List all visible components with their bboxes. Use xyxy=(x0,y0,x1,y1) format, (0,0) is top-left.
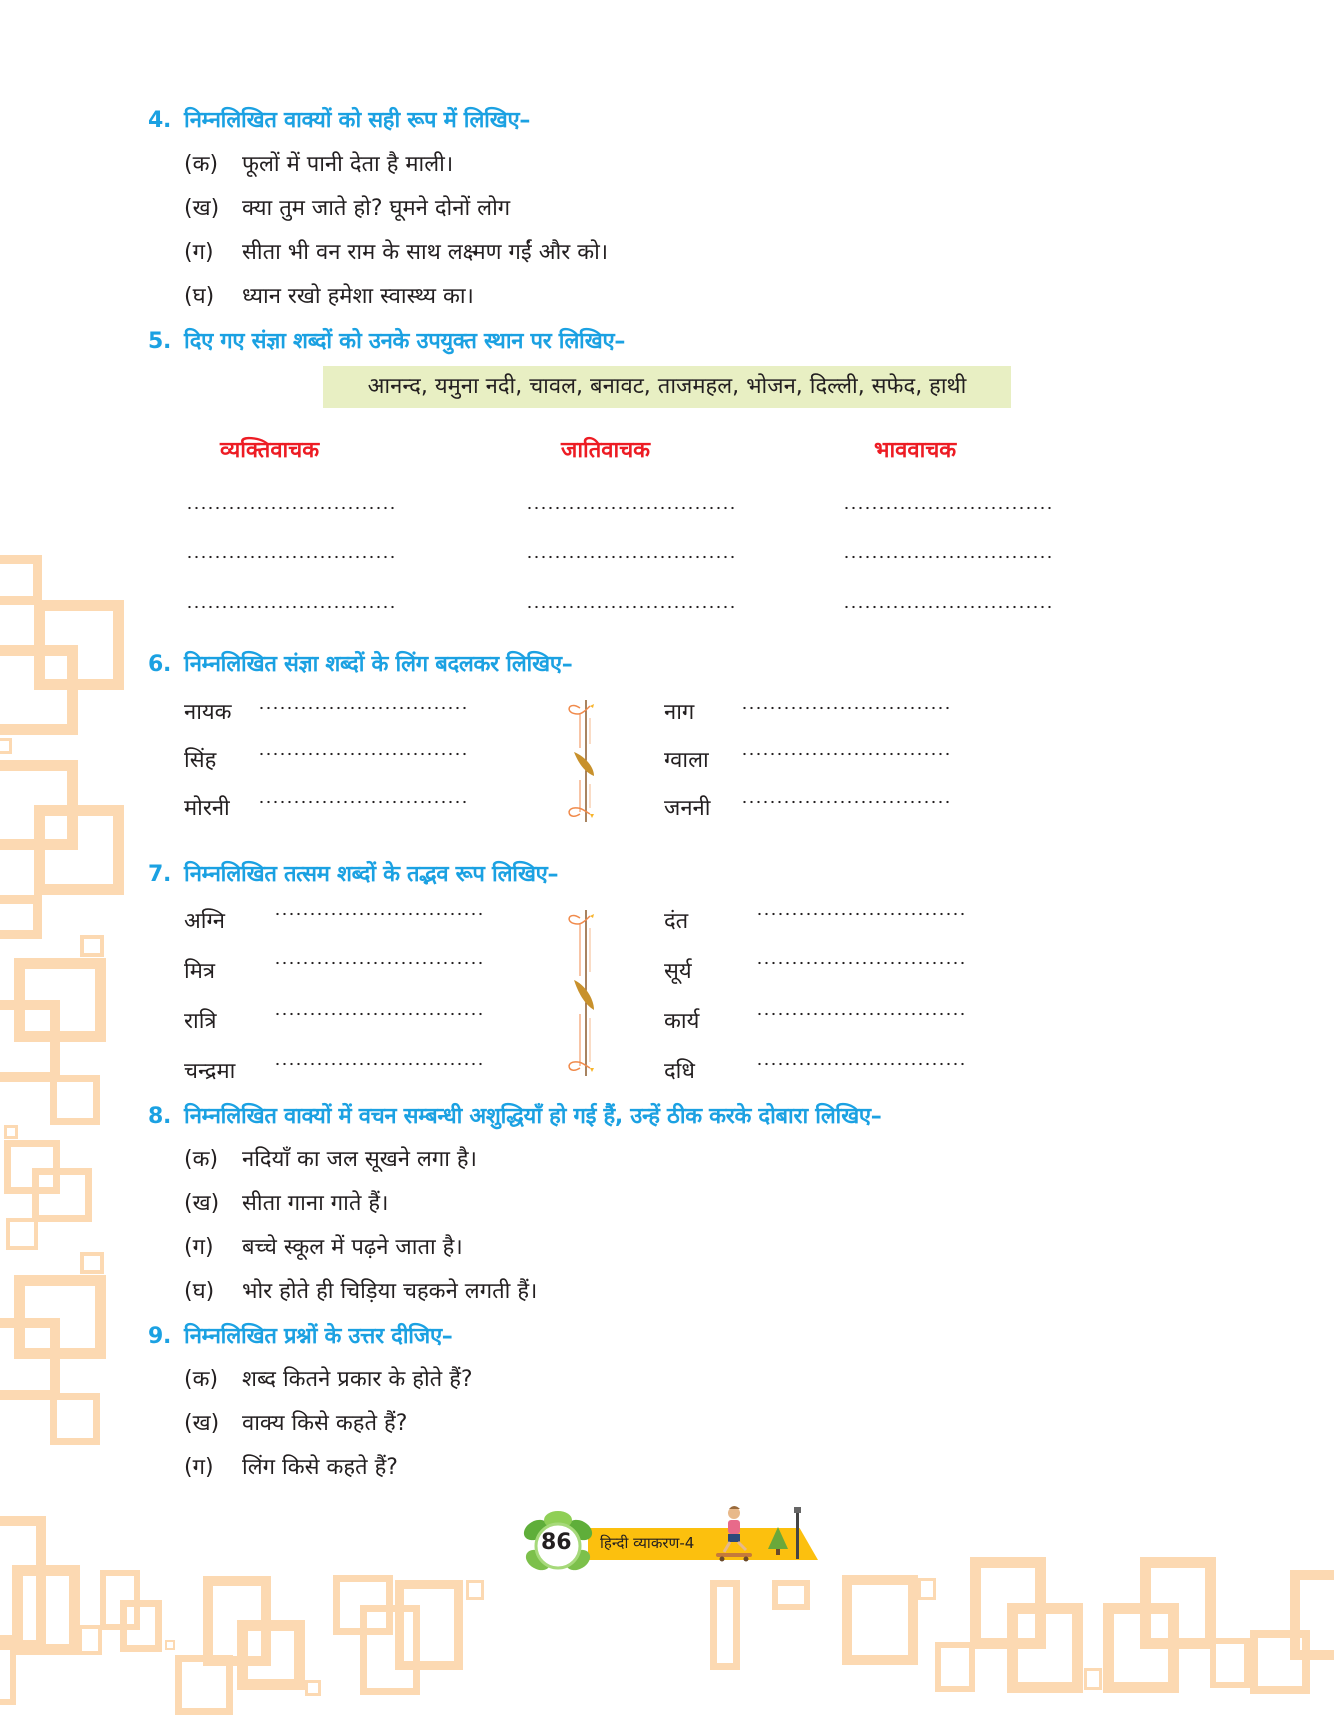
answer-blank[interactable] xyxy=(274,961,482,965)
word-right: जननी xyxy=(664,796,711,821)
question-number: 8. xyxy=(148,1104,172,1129)
question-number: 4. xyxy=(148,108,172,133)
answer-blank[interactable] xyxy=(843,506,1051,510)
answer-blank[interactable] xyxy=(741,800,949,804)
item-label: (ख) xyxy=(184,196,220,221)
question-title: निम्नलिखित वाक्यों में वचन सम्बन्धी अशुद्धियाँ हो गई हैं, उन्हें ठीक करके दोबारा लिखिए– xyxy=(184,1104,882,1129)
item-text: भोर होते ही चिड़िया चहकने लगती हैं। xyxy=(242,1279,538,1304)
question-7-heading xyxy=(148,858,558,888)
answer-blank[interactable] xyxy=(756,961,964,965)
ornamental-divider-icon xyxy=(560,700,600,822)
list-item xyxy=(184,1187,388,1217)
question-9-heading xyxy=(148,1320,453,1350)
item-text: फूलों में पानी देता है माली। xyxy=(242,152,454,177)
word-right: दंत xyxy=(664,909,689,934)
item-text: शब्द कितने प्रकार के होते हैं? xyxy=(242,1367,473,1392)
question-5-heading xyxy=(148,325,625,355)
item-text: नदियाँ का जल सूखने लगा है। xyxy=(242,1147,477,1172)
answer-blank[interactable] xyxy=(526,605,734,609)
item-text: क्या तुम जाते हो? घूमने दोनों लोग xyxy=(242,196,511,221)
answer-blank[interactable] xyxy=(756,1012,964,1016)
word-left: चन्द्रमा xyxy=(184,1059,236,1084)
list-item xyxy=(184,1363,473,1393)
answer-blank[interactable] xyxy=(756,1062,964,1066)
item-label: (ग) xyxy=(184,240,214,265)
word-right: कार्य xyxy=(664,1009,700,1034)
question-title: निम्नलिखित प्रश्नों के उत्तर दीजिए– xyxy=(184,1324,453,1349)
item-text: लिंग किसे कहते हैं? xyxy=(242,1455,398,1480)
question-title: निम्नलिखित संज्ञा शब्दों के लिंग बदलकर लिखिए– xyxy=(184,652,573,677)
question-8-heading xyxy=(148,1100,882,1130)
answer-blank[interactable] xyxy=(274,912,482,916)
item-label: (घ) xyxy=(184,284,215,309)
word-right: सूर्य xyxy=(664,959,692,984)
list-item xyxy=(184,236,608,266)
question-4-heading xyxy=(148,104,530,134)
list-item xyxy=(184,192,510,222)
list-item xyxy=(184,1451,398,1481)
item-label: (क) xyxy=(184,152,219,177)
word-left: सिंह xyxy=(184,748,217,773)
question-title: निम्नलिखित वाक्यों को सही रूप में लिखिए– xyxy=(184,108,531,133)
list-item xyxy=(184,1275,537,1305)
answer-blank[interactable] xyxy=(843,555,1051,559)
answer-blank[interactable] xyxy=(274,1012,482,1016)
item-text: ध्यान रखो हमेशा स्वास्थ्य का। xyxy=(242,284,474,309)
item-text: वाक्य किसे कहते हैं? xyxy=(242,1411,408,1436)
page-number: 86 xyxy=(541,1530,572,1555)
item-text: सीता भी वन राम के साथ लक्ष्मण गईं और को। xyxy=(242,240,609,265)
answer-blank[interactable] xyxy=(274,1062,482,1066)
book-title: हिन्दी व्याकरण-4 xyxy=(600,1534,695,1552)
list-item xyxy=(184,280,474,310)
answer-blank[interactable] xyxy=(526,506,734,510)
question-title: निम्नलिखित तत्सम शब्दों के तद्भव रूप लिखिए– xyxy=(184,862,559,887)
answer-blank[interactable] xyxy=(843,605,1051,609)
answer-blank[interactable] xyxy=(186,555,394,559)
item-label: (ग) xyxy=(184,1235,214,1260)
question-number: 5. xyxy=(148,329,172,354)
word-bank: आनन्द, यमुना नदी, चावल, बनावट, ताजमहल, भोजन, दिल्ली, सफेद, हाथी xyxy=(323,366,1011,408)
word-left: अग्नि xyxy=(184,909,225,934)
question-number: 6. xyxy=(148,652,172,677)
question-number: 9. xyxy=(148,1324,172,1349)
question-title: दिए गए संज्ञा शब्दों को उनके उपयुक्त स्थान पर लिखिए– xyxy=(184,329,626,354)
word-left: मित्र xyxy=(184,959,215,984)
word-left: नायक xyxy=(184,700,232,725)
answer-blank[interactable] xyxy=(756,912,964,916)
column-heading-proper-noun: व्यक्तिवाचक xyxy=(220,438,320,463)
answer-blank[interactable] xyxy=(741,706,949,710)
word-right: दधि xyxy=(664,1059,695,1084)
item-label: (क) xyxy=(184,1367,219,1392)
answer-blank[interactable] xyxy=(258,706,466,710)
column-heading-abstract-noun: भाववाचक xyxy=(874,438,957,463)
answer-blank[interactable] xyxy=(186,506,394,510)
answer-blank[interactable] xyxy=(741,752,949,756)
list-item xyxy=(184,1231,463,1261)
item-label: (क) xyxy=(184,1147,219,1172)
item-label: (घ) xyxy=(184,1279,215,1304)
word-right: ग्वाला xyxy=(664,748,709,773)
list-item xyxy=(184,1143,477,1173)
answer-blank[interactable] xyxy=(526,555,734,559)
ornamental-divider-icon xyxy=(560,910,600,1076)
answer-blank[interactable] xyxy=(186,605,394,609)
skateboarder-illustration-icon xyxy=(712,1505,822,1563)
word-left: मोरनी xyxy=(184,796,230,821)
answer-blank[interactable] xyxy=(258,800,466,804)
list-item xyxy=(184,148,453,178)
word-right: नाग xyxy=(664,700,695,725)
list-item xyxy=(184,1407,407,1437)
word-left: रात्रि xyxy=(184,1009,217,1034)
item-text: बच्चे स्कूल में पढ़ने जाता है। xyxy=(242,1235,463,1260)
item-label: (ख) xyxy=(184,1191,220,1216)
item-label: (ग) xyxy=(184,1455,214,1480)
question-number: 7. xyxy=(148,862,172,887)
answer-blank[interactable] xyxy=(258,752,466,756)
question-6-heading xyxy=(148,648,572,678)
item-text: सीता गाना गाते हैं। xyxy=(242,1191,389,1216)
column-heading-common-noun: जातिवाचक xyxy=(561,438,651,463)
item-label: (ख) xyxy=(184,1411,220,1436)
